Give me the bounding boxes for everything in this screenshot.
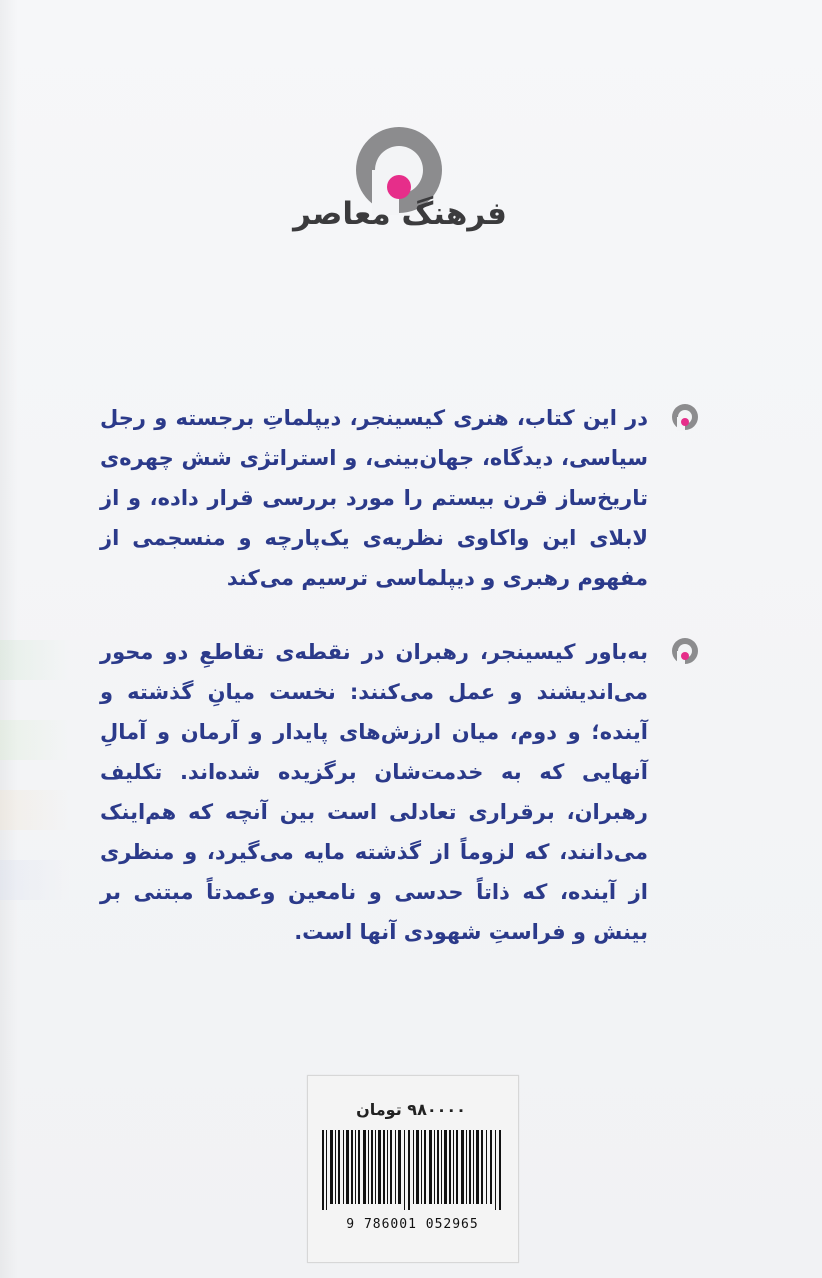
isbn-number: 9 786001 052965 xyxy=(346,1217,479,1232)
bullet-logo-icon xyxy=(670,636,700,666)
description-paragraph-2: به‌باور کیسینجر، رهبران در نقطه‌ی تقاطعِ دو محور می‌اندیشند و عمل می‌کنند: نخست میانِ گذشته و آینده؛ و دوم، میان ارزش‌های پایدار و آرمان و آمالِ آنهایی که به خدمت‌شان برگزیده شده‌اند. تکلیف رهبران، برقراری تعادلی است بین آنچه که هم‌اینک می‌دانند، که لزوماً از گذشته مایه می‌گیرد، و منظری از آینده، که ذاتاً حدسی و نامعین وعمدتاً مبتنی بر بینش و فراستِ شهودی آنها است. xyxy=(100,640,648,944)
description-paragraph-1: در این کتاب، هنری کیسینجر، دیپلماتِ برجسته و رجل سیاسی، دیدگاه، جهان‌بینی، و استراتژی شش چهره‌ی تاریخ‌ساز قرن بیستم را مورد بررسی قرار داده، و از لابلای این واکاوی نظریه‌ی یک‌پارچه و منسجمی از مفهوم رهبری و دیپلماسی ترسیم می‌کند xyxy=(100,406,648,590)
price-label: ۹۸۰۰۰۰ تومان xyxy=(356,1100,466,1119)
barcode-icon xyxy=(320,1130,505,1210)
publisher-name: فرهنگ معاصر xyxy=(293,196,507,232)
decorative-stripe xyxy=(0,790,70,830)
decorative-stripe xyxy=(0,860,70,900)
bullet-logo-icon xyxy=(670,402,700,432)
decorative-stripe xyxy=(0,720,70,760)
decorative-stripe xyxy=(0,640,70,680)
